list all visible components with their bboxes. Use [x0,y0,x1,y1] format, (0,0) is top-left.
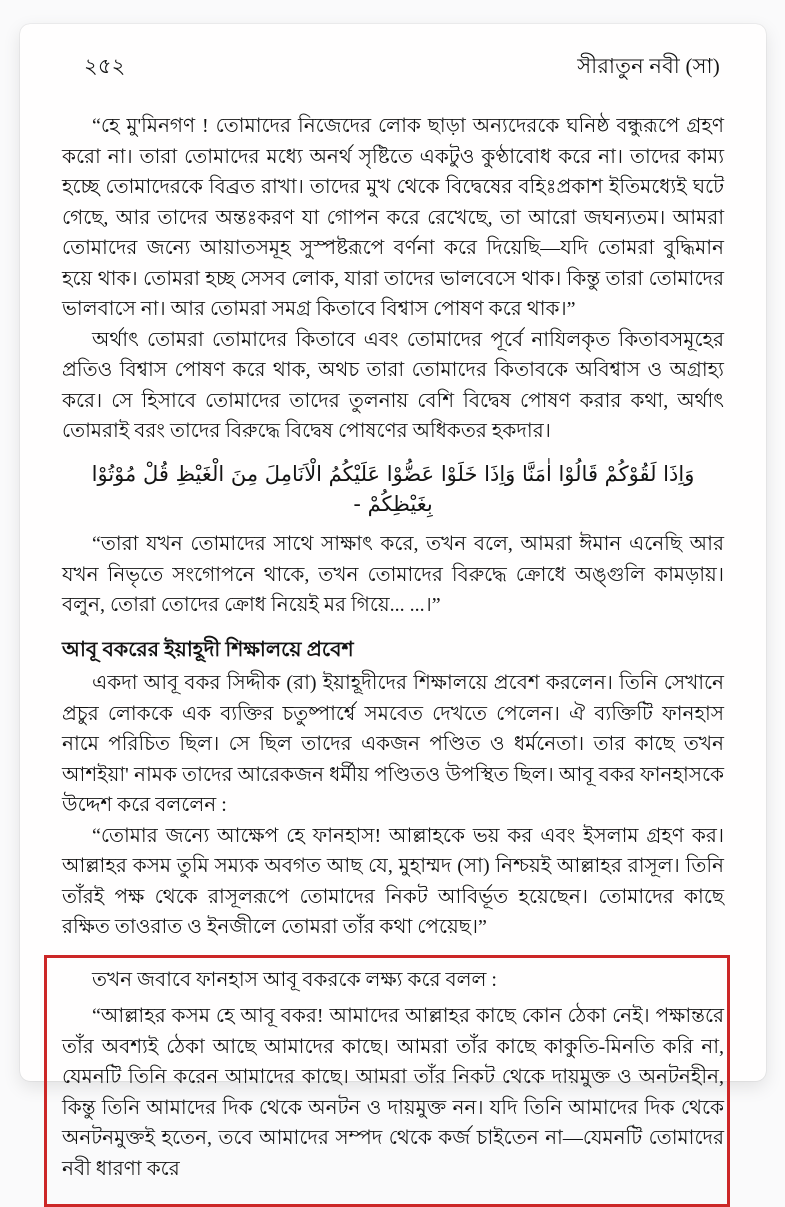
highlight-annotation-box [44,955,730,1207]
paragraph-fanhas-intro: তখন জবাবে ফানহাস আবূ বকরকে লক্ষ্য করে বলল : [92,968,497,991]
page-header [62,50,724,85]
paragraph-fanhas-speech: “আল্লাহর কসম হে আবূ বকর! আমাদের আল্লাহর কাছে কোন ঠেকা নেই। পক্ষান্তরে তাঁর অবশ্যই ঠেকা আছে আমাদের কাছে। আমরা তাঁর কাছে কাকুতি-মিনতি করি না, যেমনটি তিনি করেন আমাদের কাছে। আমরা তাঁর নিকট থেকে দায়মুক্ত ও অনটনহীন, কিন্তু তিনি আমাদের দিক থেকে অনটন ও দায়মুক্ত নন। যদি তিনি আমাদের দিক থেকে অনটনমুক্তই হতেন, তবে আমাদের সম্পদ থেকে কর্জ চাইতেন না—যেমনটি তোমাদের নবী ধারণা করে [62,1005,724,1180]
book-page [20,24,766,1180]
paragraph-quran-quote: “হে মু'মিনগণ ! তোমাদের নিজেদের লোক ছাড়া অন্যদেরকে ঘনিষ্ঠ বন্ধুরূপে গ্রহণ করো না। তারা তোমাদের মধ্যে অনর্থ সৃষ্টিতে একটুও কুণ্ঠাবোধ করে না। তাদের কাম্য হচ্ছে তোমাদেরকে বিব্রত রাখা। তাদের মুখ থেকে বিদ্বেষের বহিঃপ্রকাশ ইতিমধ্যেই ঘটে গেছে, আর তাদের অন্তঃকরণ যা গোপন করে রেখেছে, তা আরো জঘন্যতম। আমরা তোমাদের জন্যে আয়াতসমূহ সুস্পষ্টরূপে বর্ণনা করে দিয়েছি—যদি তোমরা বুদ্ধিমান হয়ে থাক। তোমরা হচ্ছ সেসব লোক, যারা তাদের ভালবেসে থাক। কিন্তু তারা তোমাদের ভালবাসে না। আর তোমরা সমগ্র কিতাবে বিশ্বাস পোষণ করে থাক।” [62,115,724,320]
paragraph-explanation: অর্থাৎ তোমরা তোমাদের কিতাবে এবং তোমাদের পূর্বে নাযিলকৃত কিতাবসমূহের প্রতিও বিশ্বাস পোষণ করে থাক, অথচ তারা তোমাদের কিতাবকে অবিশ্বাস ও অগ্রাহ্য করে। সে হিসাবে তোমাদের তাদের তুলনায় বেশি বিদ্বেষ পোষণ করার কথা, অর্থাৎ তোমরাই বরং তাদের বিরুদ্ধে বিদ্বেষ পোষণের অধিকতর হকদার। [62,328,724,442]
book-title: সীরাতুন নবী (সা) [577,54,720,78]
paragraph-school-entry: একদা আবূ বকর সিদ্দীক (রা) ইয়াহূদীদের শিক্ষালয়ে প্রবেশ করলেন। তিনি সেখানে প্রচুর লোককে এক ব্যক্তির চতুষ্পার্শ্বে সমবেত দেখতে পেলেন। ঐ ব্যক্তিটি ফানহাস নামে পরিচিত ছিল। সে ছিল তাদের একজন পণ্ডিত ও ধর্মনেতা। তার কাছে তখন আশইয়া' নামক তাদের আরেকজন ধর্মীয় পণ্ডিতও উপস্থিত ছিল। আবূ বকর ফানহাসকে উদ্দেশ করে বললেন : [62,672,724,817]
paragraph-verse-translation: “তারা যখন তোমাদের সাথে সাক্ষাৎ করে, তখন বলে, আমরা ঈমান এনেছি আর যখন নিভৃতে সংগোপনে থাকে, তখন তোমাদের বিরুদ্ধে ক্রোধে অঙ্গুলি কামড়ায়। বলুন, তোরা তোদের ক্রোধ নিয়েই মর গিয়ে... ...।” [62,533,724,617]
arabic-verse: وَاِذَا لَقُوْكُمْ قَالُوْا اٰمَنَّا وَاِذَا خَلَوْا عَضُّوْا عَلَيْكُمُ الْاَنَامِلَ مِنَ الْغَيْظِ قُلْ مُوْتُوْا بِغَيْظِكُمْ - [91,461,695,516]
paragraph-abu-bakr-speech: “তোমার জন্যে আক্ষেপ হে ফানহাস! আল্লাহকে ভয় কর এবং ইসলাম গ্রহণ কর। আল্লাহর কসম তুমি সম্যক অবগত আছ যে, মুহাম্মদ (সা) নিশ্চয়ই আল্লাহর রাসূল। তিনি তাঁরই পক্ষ থেকে রাসূলরূপে তোমাদের নিকট আবির্ভূত হয়েছেন। তোমাদের কাছে রক্ষিত তাওরাত ও ইনজীলে তোমরা তাঁর কথা পেয়েছ।” [62,824,724,939]
section-heading: আবূ বকরের ইয়াহূদী শিক্ষালয়ে প্রবেশ [62,638,354,661]
page-number: ২৫২ [84,54,126,78]
page-body [62,111,724,1207]
